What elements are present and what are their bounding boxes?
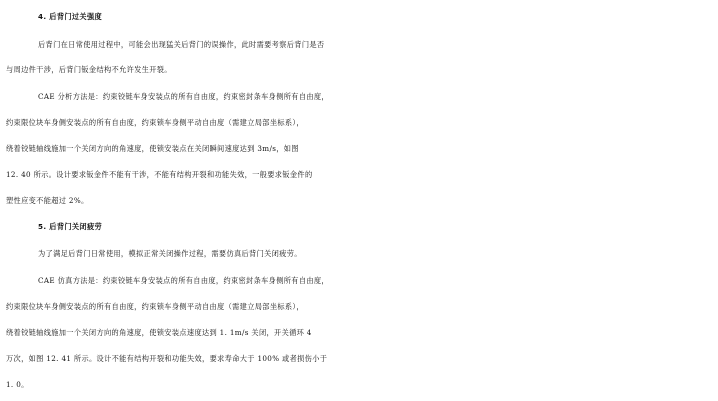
- section-5-para1-line1: 为了满足后背门日常使用，模拟正常关闭操作过程，需要仿真后背门关闭疲劳。: [38, 249, 302, 258]
- section-4-para2-line5: 塑性应变不能超过 2%。: [6, 196, 89, 205]
- section-5-para2-line1: CAE 仿真方法是：约束铰链车身安装点的所有自由度，约束密封条车身侧所有自由度，: [38, 276, 329, 285]
- section-5-para2-line3: 绕着铰链轴线施加一个关闭方向的角速度，使锁安装点速度达到 1. 1m/s 关闭，开关循环 4: [6, 328, 312, 337]
- section-5-heading: 5. 后背门关闭疲劳: [38, 222, 103, 231]
- section-4-para2-line2: 约束限位块车身侧安装点的所有自由度，约束锁车身侧平动自由度（需建立局部坐标系），: [6, 118, 304, 127]
- section-5-para2-line2: 约束限位块车身侧安装点的所有自由度，约束锁车身侧平动自由度（需建立局部坐标系），: [6, 302, 304, 311]
- section-4-para2-line4: 12. 40 所示。设计要求钣金件不能有干涉，不能有结构开裂和功能失效，一般要求钣金件的: [6, 170, 313, 179]
- section-5-para2-line5: 1. 0。: [6, 380, 29, 389]
- section-4-para2-line3: 绕着铰链轴线施加一个关闭方向的角速度，使锁安装点在关闭瞬间速度达到 3m/s，如图: [6, 144, 299, 153]
- section-4-para1-line1: 后背门在日常使用过程中，可能会出现猛关后背门的误操作，此时需要考察后背门是否: [38, 40, 325, 49]
- section-4-para1-line2: 与周边件干涉，后背门钣金结构不允许发生开裂。: [6, 65, 172, 74]
- section-4-heading: 4. 后背门过关强度: [38, 12, 103, 21]
- section-4-para2-line1: CAE 分析方法是：约束铰链车身安装点的所有自由度，约束密封条车身侧所有自由度，: [38, 92, 329, 101]
- section-5-para2-line4: 万次，如图 12. 41 所示。设计不能有结构开裂和功能失效，要求寿命大于 100% 或者损伤小于: [6, 354, 328, 363]
